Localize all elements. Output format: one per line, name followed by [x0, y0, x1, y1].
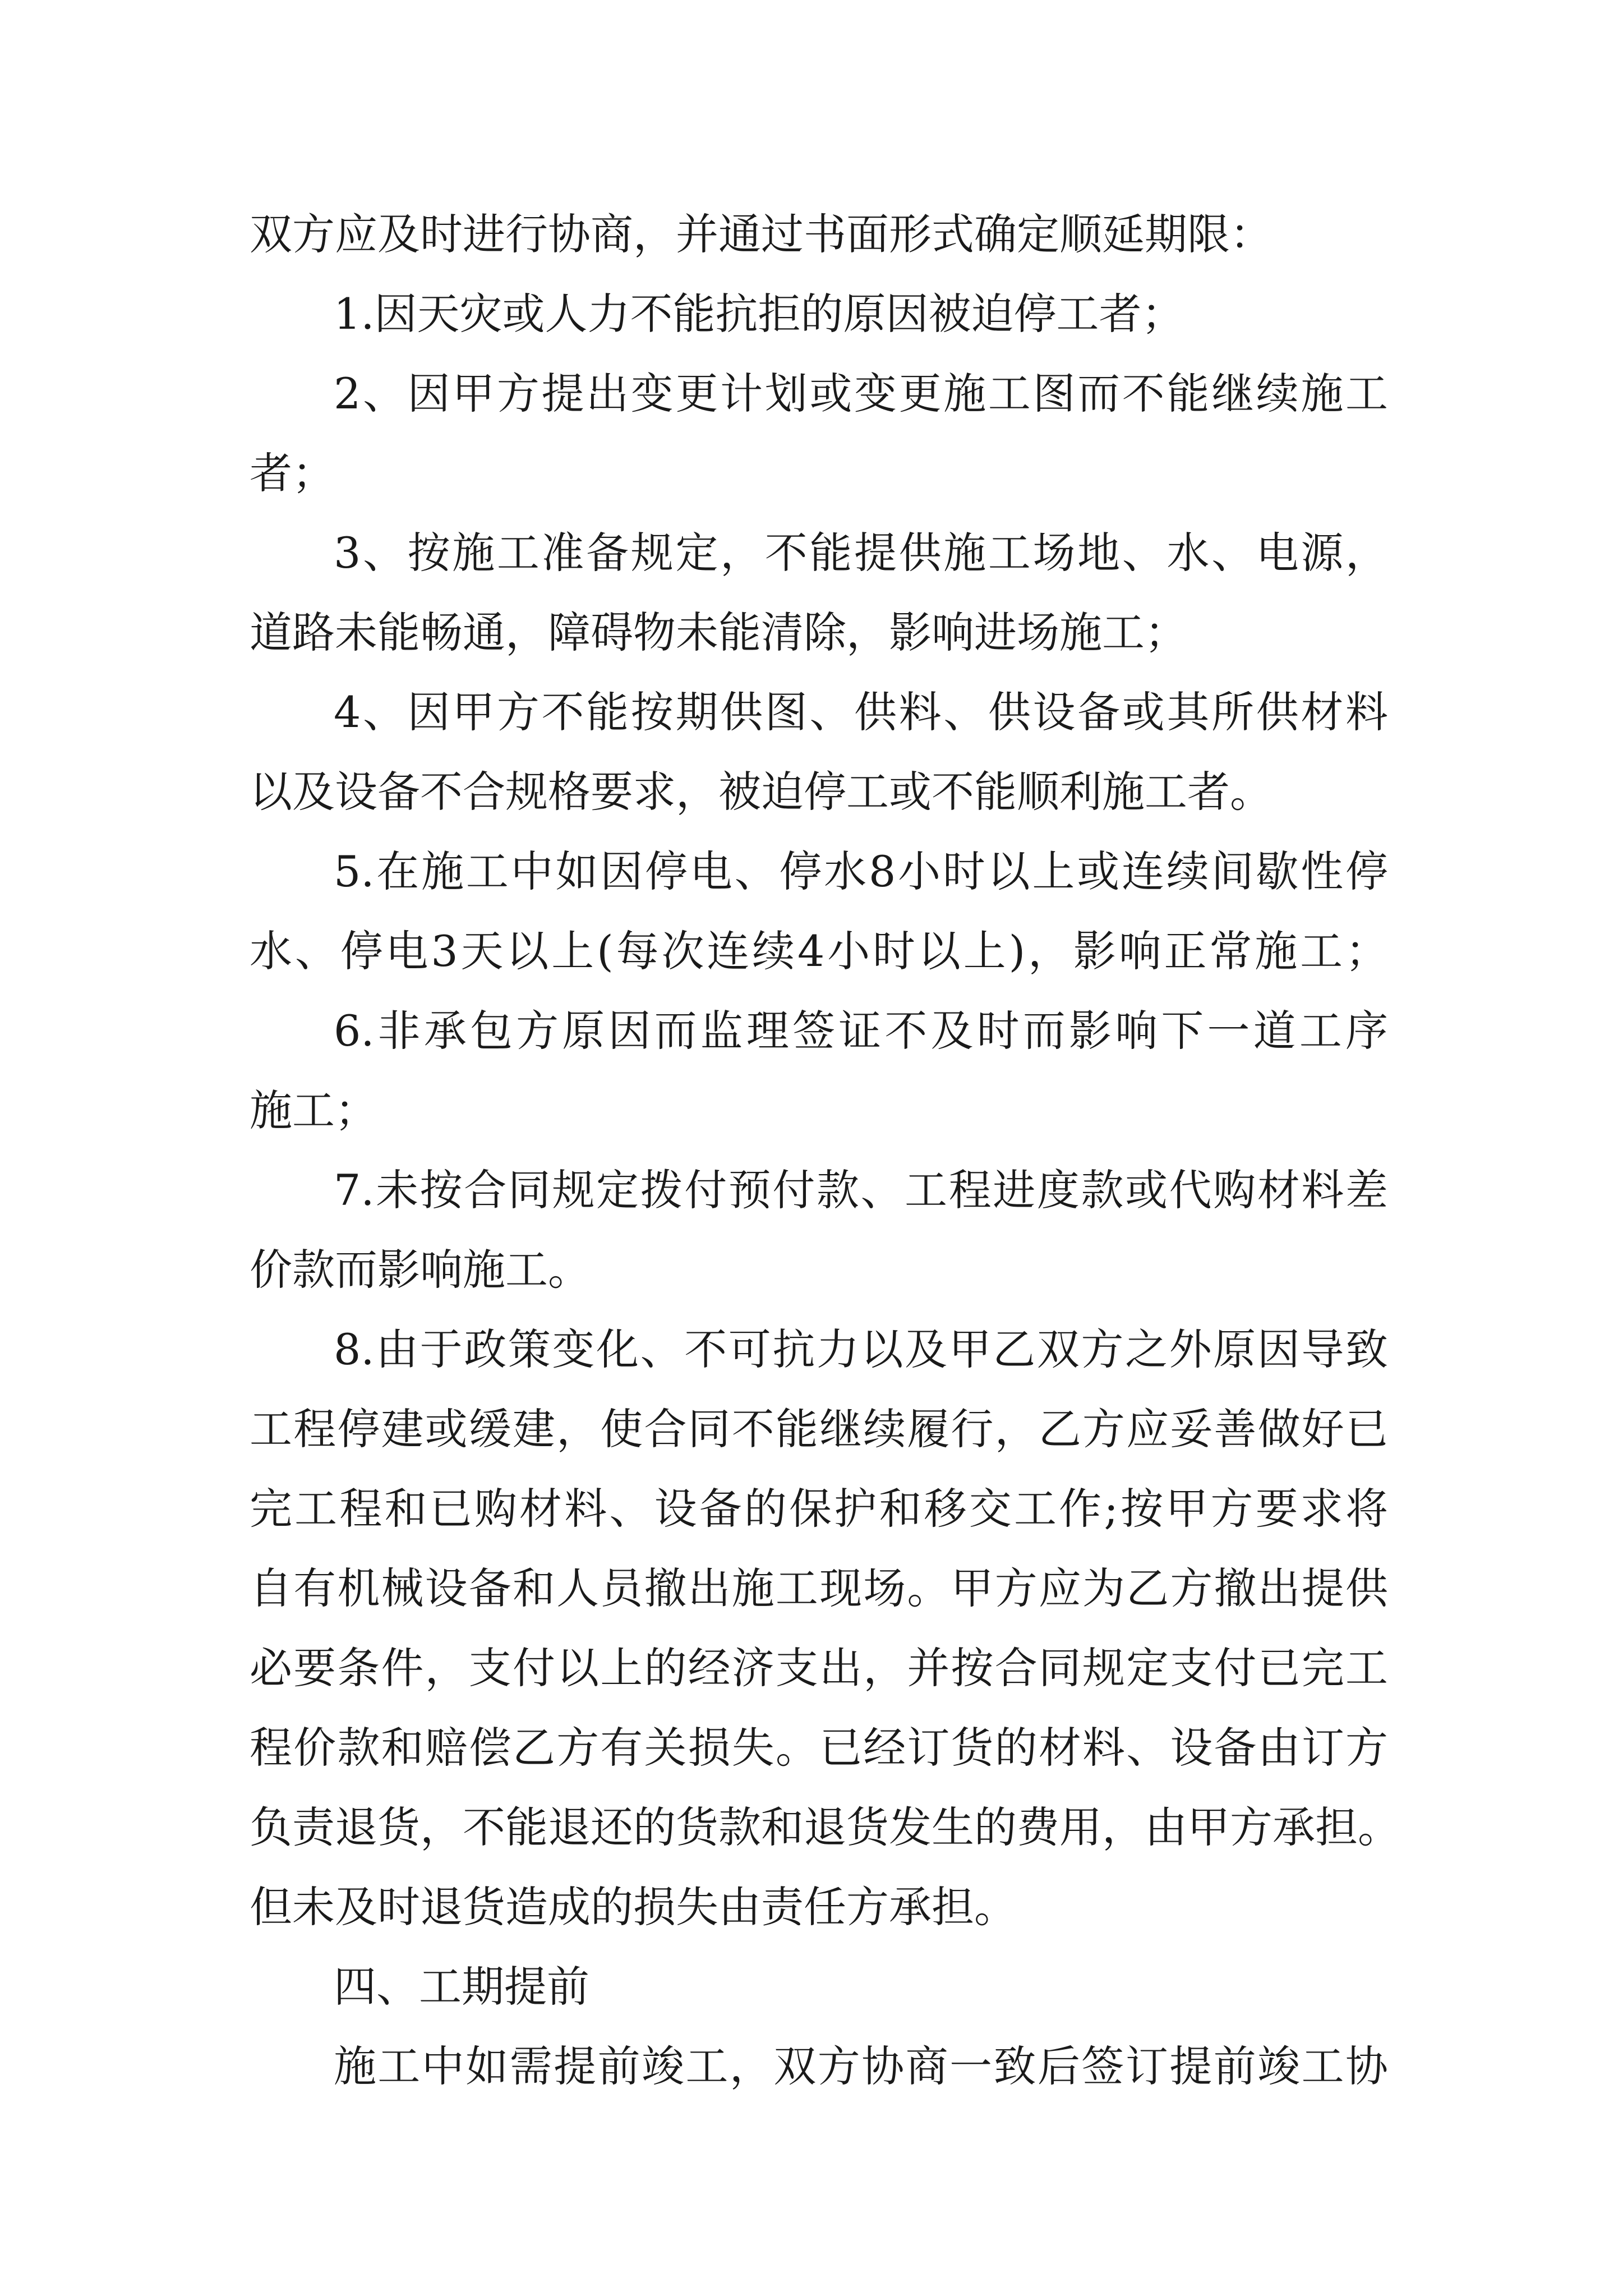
text-line: 道路未能畅通，障碍物未能清除，影响进场施工； — [250, 608, 1187, 657]
text-line: 双方应及时进行协商，并通过书面形式确定顺延期限： — [250, 209, 1272, 259]
section-heading: 四、工期提前 — [334, 1962, 589, 2012]
text-line: 程价款和赔偿乙方有关损失。已经订货的材料、设备由订方 — [250, 1723, 1388, 1773]
text-line: 工程停建或缓建，使合同不能继续履行，乙方应妥善做好已 — [250, 1404, 1388, 1454]
text-line: 自有机械设备和人员撤出施工现场。甲方应为乙方撤出提供 — [250, 1563, 1388, 1613]
text-line: 6.非承包方原因而监理签证不及时而影响下一道工序 — [334, 1006, 1388, 1056]
text-line: 完工程和已购材料、设备的保护和移交工作;按甲方要求将 — [250, 1484, 1388, 1534]
text-line: 5.在施工中如因停电、停水8小时以上或连续间歇性停 — [334, 846, 1388, 896]
text-line: 但未及时退货造成的损失由责任方承担。 — [250, 1882, 1017, 1932]
text-line: 8.由于政策变化、不可抗力以及甲乙双方之外原因导致 — [334, 1324, 1388, 1374]
text-line: 水、停电3天以上(每次连续4小时以上)，影响正常施工； — [250, 926, 1388, 976]
text-line: 施工； — [250, 1085, 377, 1135]
text-line: 1.因天灾或人力不能抗拒的原因被迫停工者； — [334, 289, 1184, 339]
text-line: 者； — [250, 448, 335, 498]
text-line: 4、因甲方不能按期供图、供料、供设备或其所供材料 — [334, 687, 1388, 737]
text-line: 负责退货，不能退还的货款和退货发生的费用，由甲方承担。 — [250, 1802, 1400, 1852]
text-line: 2、因甲方提出变更计划或变更施工图而不能继续施工 — [334, 369, 1388, 418]
text-line: 7.未按合同规定拨付预付款、工程进度款或代购材料差 — [334, 1165, 1388, 1215]
text-line: 价款而影响施工。 — [250, 1245, 591, 1295]
text-line: 必要条件，支付以上的经济支出，并按合同规定支付已完工 — [250, 1643, 1388, 1693]
text-line: 以及设备不合规格要求，被迫停工或不能顺利施工者。 — [250, 767, 1272, 817]
text-line: 3、按施工准备规定，不能提供施工场地、水、电源， — [334, 528, 1388, 578]
text-line: 施工中如需提前竣工，双方协商一致后签订提前竣工协 — [334, 2041, 1388, 2091]
